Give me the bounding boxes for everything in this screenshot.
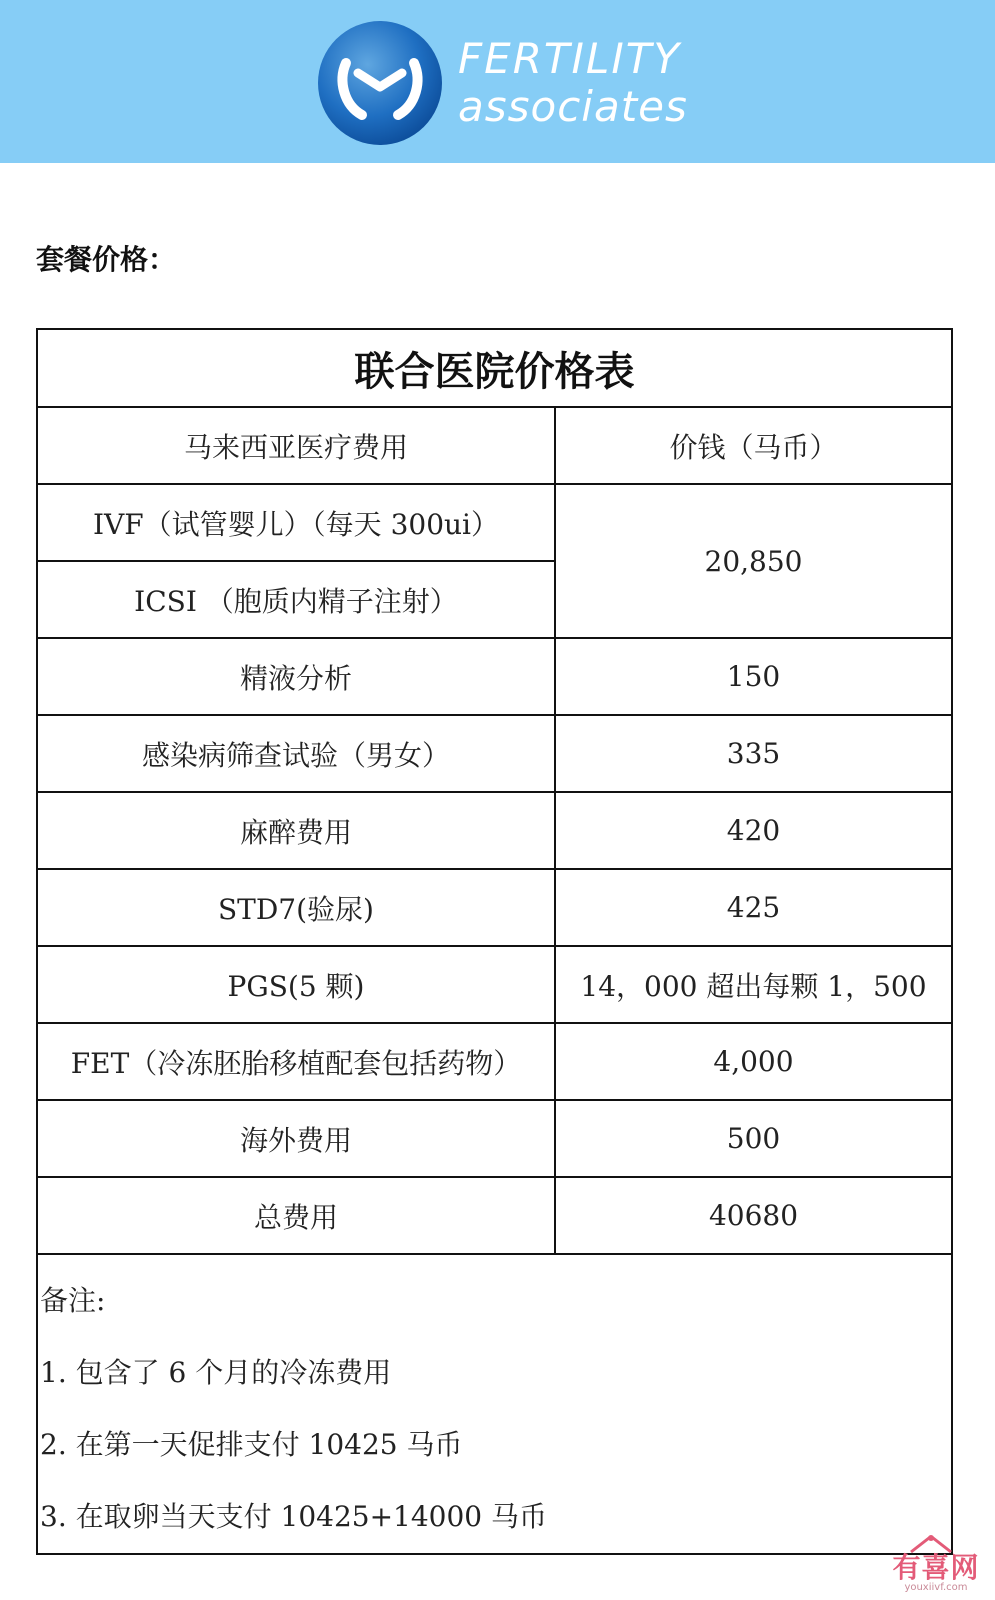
logo-text: [458, 34, 758, 131]
table-row: [37, 715, 952, 792]
table-row: [37, 792, 952, 869]
table-cell-price: 14，000 超出每颗 1，500: [555, 946, 952, 1023]
table-row-total: [37, 1177, 952, 1254]
watermark-text: 有喜网: [892, 1551, 980, 1584]
table-cell-item: 总费用: [37, 1177, 555, 1254]
table-cell-price: 150: [555, 638, 952, 715]
watermark: [881, 1534, 991, 1596]
table-row: [37, 1100, 952, 1177]
section-title: 套餐价格：: [36, 243, 177, 276]
header-banner: [0, 0, 995, 163]
table-row: [37, 638, 952, 715]
table-cell-item: ICSI （胞质内精子注射）: [37, 561, 555, 638]
table-cell-item: IVF（试管婴儿）（每天 300ui）: [37, 484, 555, 561]
table-cell-item: 感染病筛查试验（男女）: [37, 715, 555, 792]
logo-line-associates: associates: [458, 82, 688, 131]
note-item: 1. 包含了 6 个月的冷冻费用: [40, 1356, 392, 1389]
watermark-url: youxiivf.com: [904, 1582, 968, 1593]
table-row: [37, 1023, 952, 1100]
logo-line-fertility: FERTILITY: [458, 34, 682, 83]
table-cell-item: STD7(验尿): [37, 869, 555, 946]
table-cell-item: 精液分析: [37, 638, 555, 715]
note-item: 2. 在第一天促排支付 10425 马币: [40, 1428, 463, 1461]
table-row: [37, 869, 952, 946]
column-header-item: 马来西亚医疗费用: [37, 407, 555, 484]
table-cell-price: 500: [555, 1100, 952, 1177]
notes-section: [37, 1254, 952, 1554]
note-item: 3. 在取卵当天支付 10425+14000 马币: [40, 1500, 548, 1533]
column-header-price: 价钱（马币）: [555, 407, 952, 484]
price-table: [36, 328, 953, 1555]
table-cell-price: 40680: [555, 1177, 952, 1254]
table-cell-item: FET（冷冻胚胎移植配套包括药物）: [37, 1023, 555, 1100]
table-cell-item: 麻醉费用: [37, 792, 555, 869]
table-cell-price: 335: [555, 715, 952, 792]
table-cell-price: 20,850: [555, 484, 952, 638]
table-cell-price: 420: [555, 792, 952, 869]
notes-label: 备注:: [40, 1284, 106, 1317]
table-cell-price: 4,000: [555, 1023, 952, 1100]
table-title: 联合医院价格表: [37, 329, 952, 407]
fertility-associates-logo-icon: [316, 19, 444, 147]
table-cell-price: 425: [555, 869, 952, 946]
table-row: [37, 946, 952, 1023]
table-cell-item: PGS(5 颗): [37, 946, 555, 1023]
table-cell-item: 海外费用: [37, 1100, 555, 1177]
